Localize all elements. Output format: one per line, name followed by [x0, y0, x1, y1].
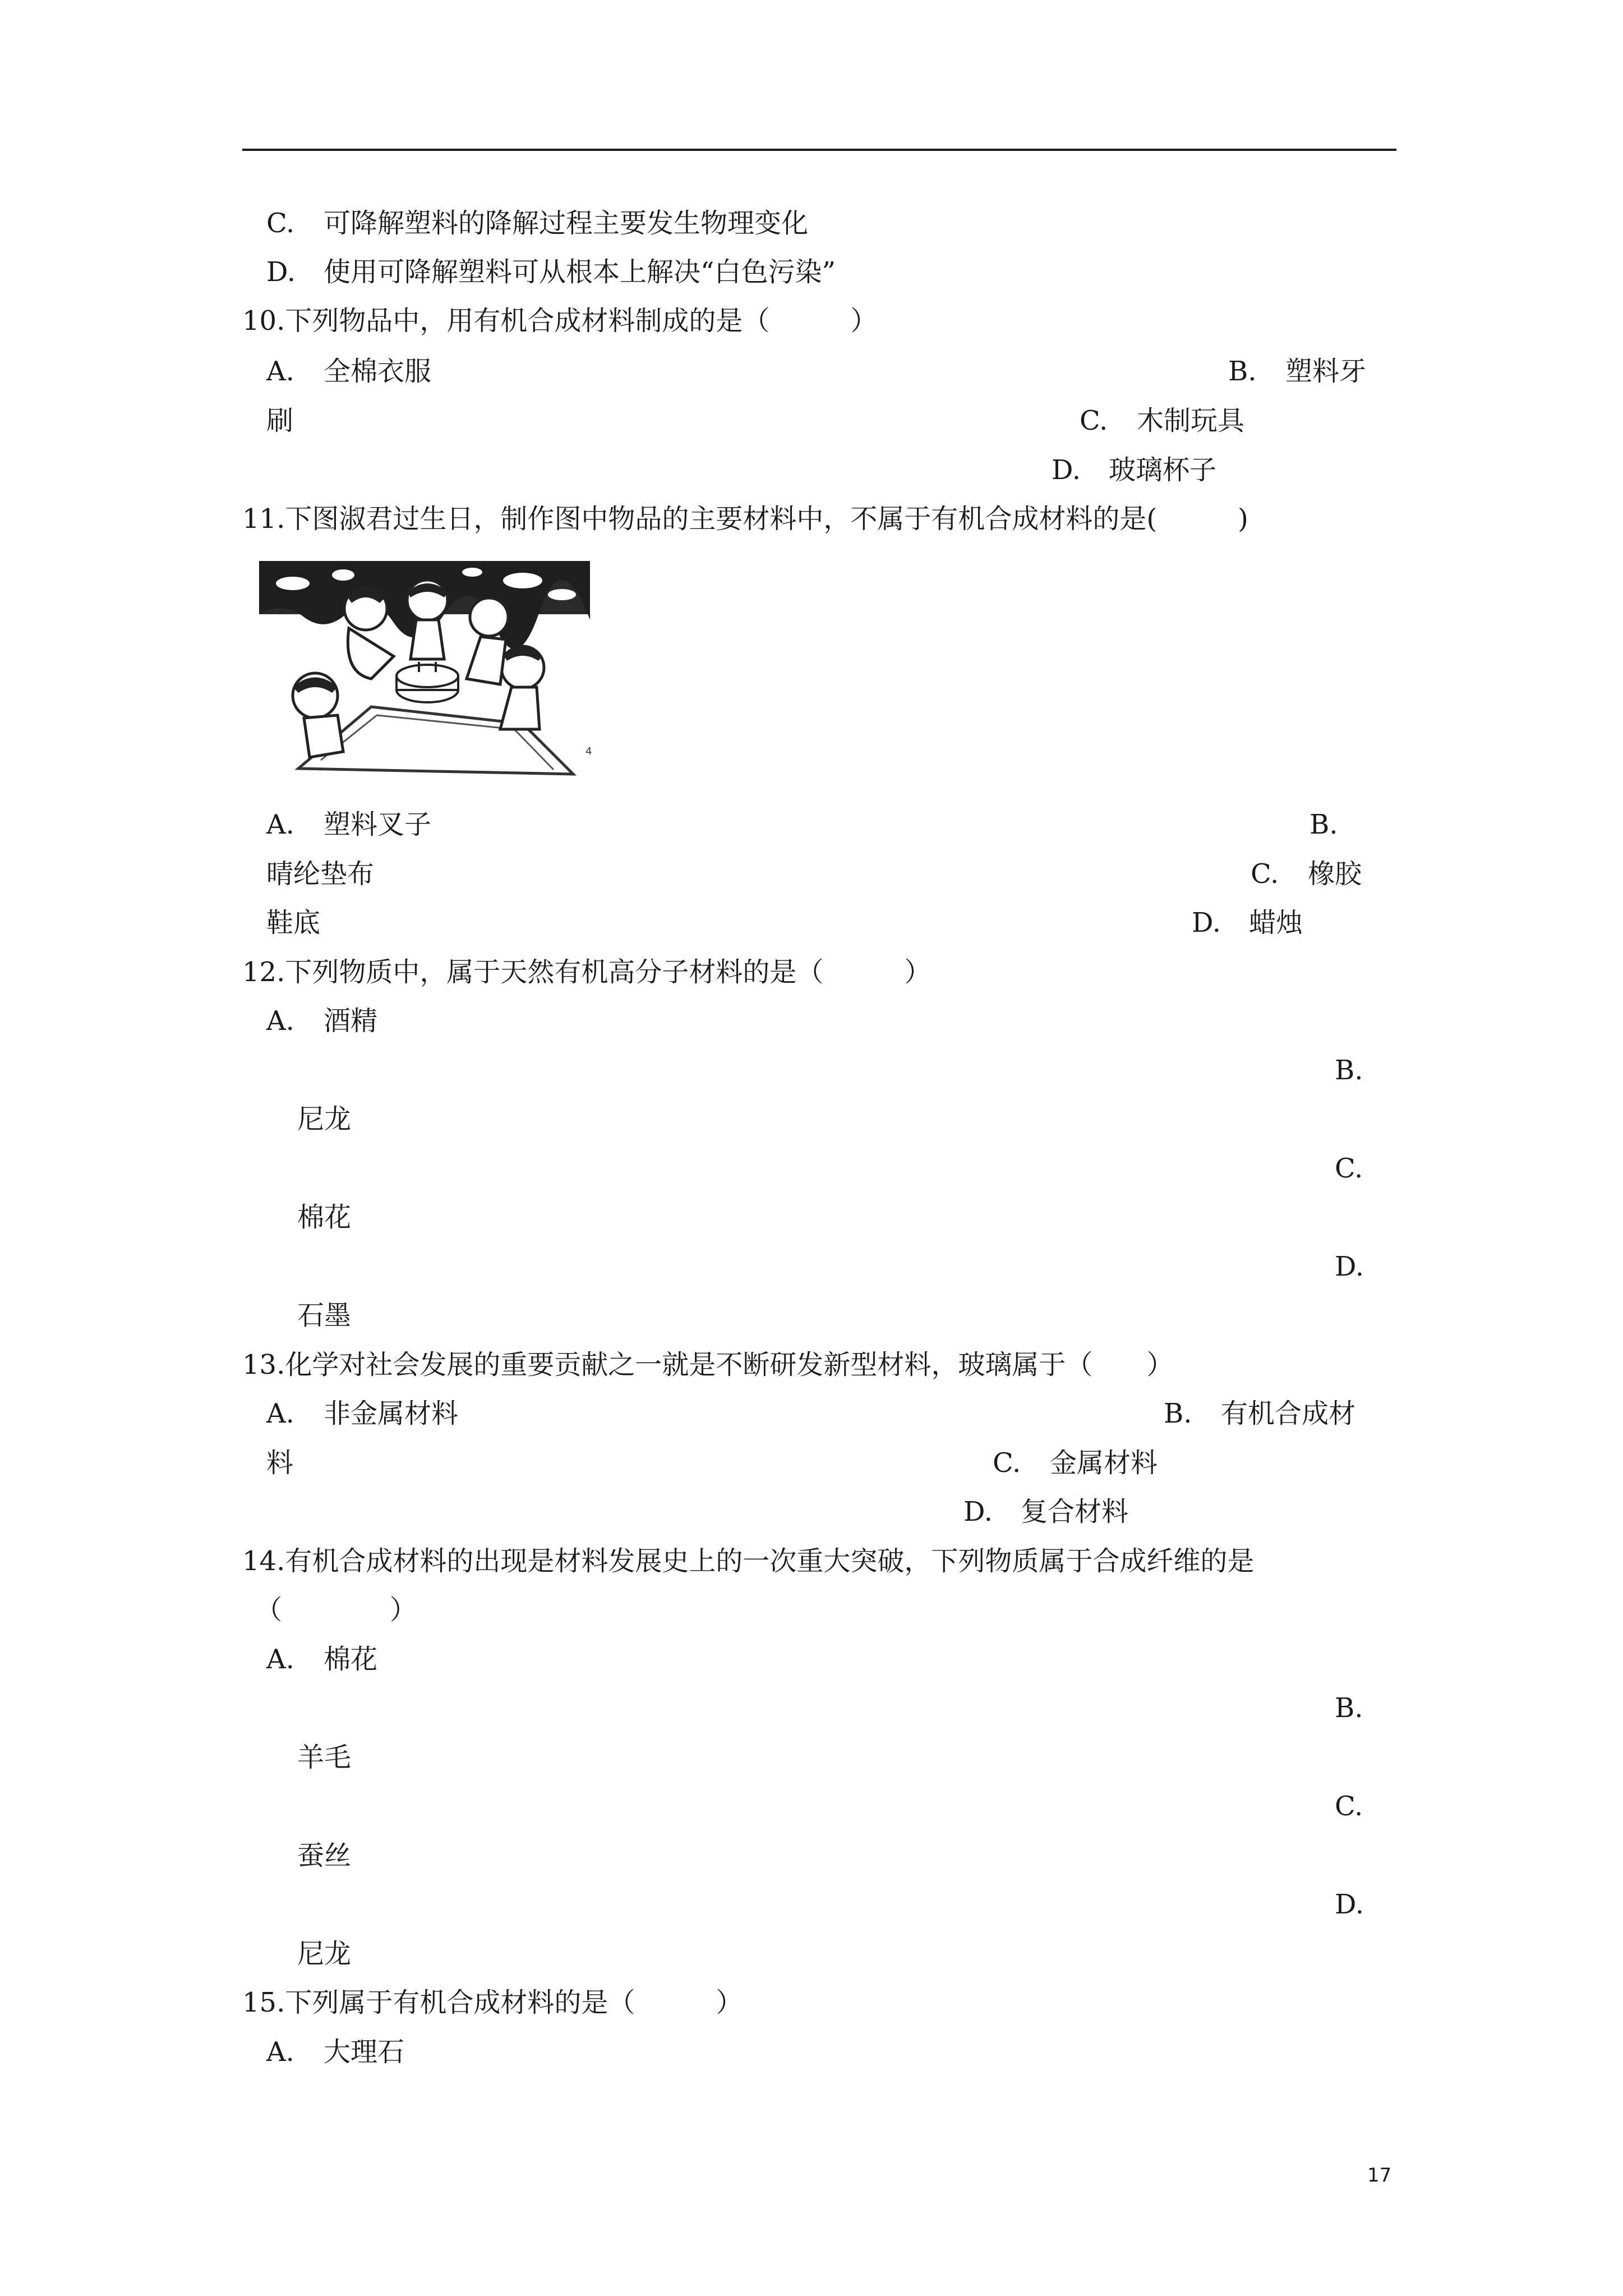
prev-option-d: D. 使用可降解塑料可从根本上解决“白色污染” — [266, 256, 836, 288]
q13-stem: 13.化学对社会发展的重要贡献之一就是不断研发新型材料，玻璃属于（ ） — [242, 1349, 1174, 1381]
q12-option-b-label: B. — [1335, 1055, 1363, 1086]
q13-option-b-wrap: 料 — [266, 1447, 294, 1479]
q14-option-b-label: B. — [1335, 1692, 1363, 1724]
q14-option-d-label: D. — [1335, 1889, 1364, 1920]
q13-option-a: A. 非金属材料 — [266, 1398, 459, 1429]
q14-option-d-text: 尼龙 — [297, 1938, 352, 1970]
q11-option-d: D. 蜡烛 — [1192, 907, 1303, 938]
q10-option-b: B. 塑料牙 — [1228, 356, 1367, 387]
q11-option-b-label: B. — [1310, 809, 1338, 840]
q11-option-b-text: 晴纶垫布 — [266, 858, 375, 890]
q12-option-d-label: D. — [1335, 1251, 1364, 1282]
q12-stem: 12.下列物质中，属于天然有机高分子材料的是（ ） — [242, 956, 932, 988]
birthday-party-illustration — [259, 561, 590, 783]
q14-option-a: A. 棉花 — [266, 1644, 378, 1675]
q12-option-b-text: 尼龙 — [297, 1103, 352, 1135]
q10-option-b-wrap: 刷 — [266, 405, 294, 436]
q12-option-d-text: 石墨 — [297, 1300, 352, 1331]
header-rule — [242, 149, 1396, 151]
q14-stem-blank: （ ） — [255, 1594, 417, 1626]
q10-option-a: A. 全棉衣服 — [266, 356, 432, 387]
q13-option-d: D. 复合材料 — [963, 1496, 1129, 1527]
q10-option-d: D. 玻璃杯子 — [1052, 454, 1217, 486]
q14-stem: 14.有机合成材料的出现是材料发展史上的一次重大突破，下列物质属于合成纤维的是 — [242, 1545, 1255, 1577]
q12-option-c-label: C. — [1335, 1153, 1363, 1184]
q12-option-a: A. 酒精 — [266, 1005, 378, 1037]
q11-stem: 11.下图淑君过生日，制作图中物品的主要材料中，不属于有机合成材料的是( ) — [242, 503, 1248, 535]
q12-option-c-text: 棉花 — [297, 1202, 352, 1233]
page-number: 17 — [1367, 2164, 1392, 2187]
q11-option-c-wrap: 鞋底 — [266, 907, 321, 938]
q14-option-c-label: C. — [1335, 1791, 1363, 1822]
q14-option-c-text: 蚕丝 — [297, 1840, 352, 1871]
q11-option-a: A. 塑料叉子 — [266, 809, 432, 840]
q10-stem: 10.下列物品中，用有机合成材料制成的是（ ） — [242, 305, 878, 337]
q11-option-c: C. 橡胶 — [1251, 858, 1362, 890]
prev-option-c: C. 可降解塑料的降解过程主要发生物理变化 — [266, 208, 809, 239]
q14-option-b-text: 羊毛 — [297, 1742, 352, 1773]
q13-option-b: B. 有机合成材 — [1164, 1398, 1356, 1429]
q10-option-c: C. 木制玩具 — [1080, 405, 1245, 436]
q15-stem: 15.下列属于有机合成材料的是（ ） — [242, 1987, 743, 2018]
q15-option-a: A. 大理石 — [266, 2036, 405, 2068]
q13-option-c: C. 金属材料 — [993, 1447, 1158, 1479]
svg-text:4: 4 — [585, 746, 592, 757]
